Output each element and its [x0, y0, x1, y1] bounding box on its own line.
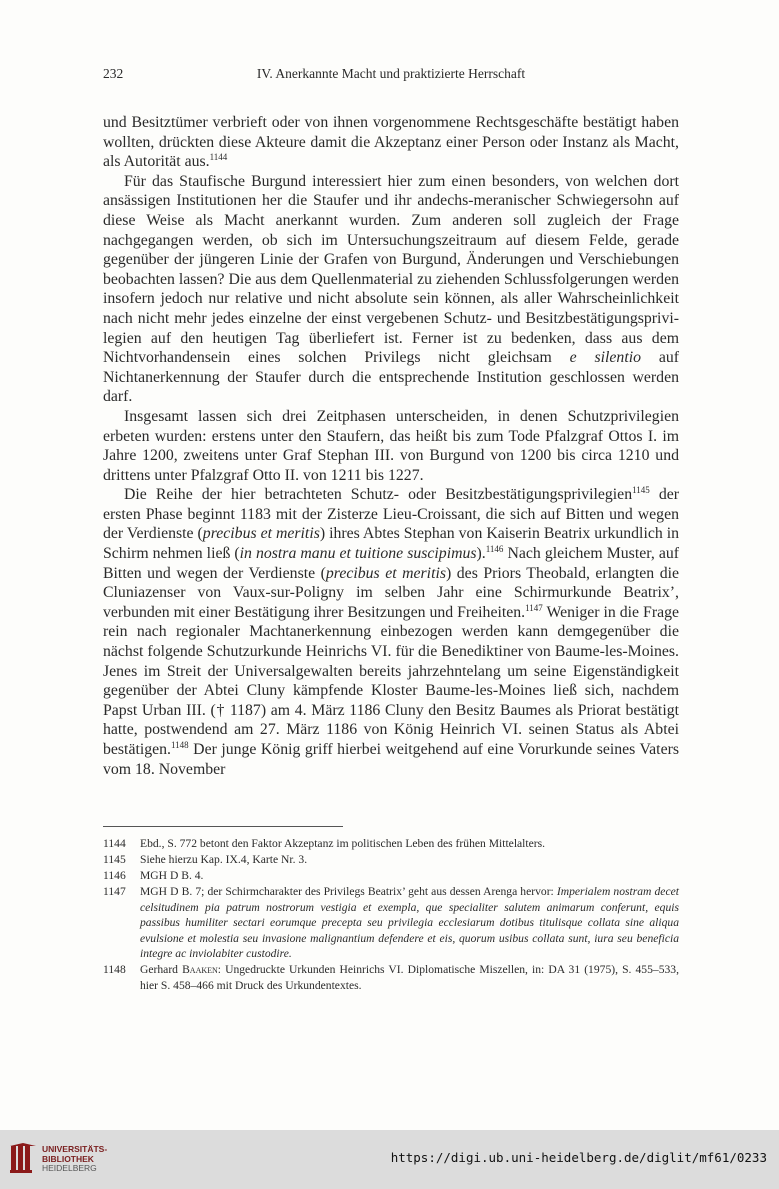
footnote-text: Ebd., S. 772 betont den Faktor Akzeptanz im politischen Leben des frühen Mittelalters.: [140, 837, 546, 850]
footnote-text: MGH D B. 7; der Schirmcharakter des Privilegs Beatrix’ geht aus dessen Arenga hervor: Imperialem nostram decet celsitudinem pia patrum nostrorum vestigia et exempla, que specialiter salutem animarum conferunt, equis passibus humiliter sectari eorumque precepta seu privilegia ecclesiarum dotibus titulisque collata sine aliqua evulsione et molestia seu invasione malignantium defendere et eis, quorum usibus collata sunt, iura seu beneficia integre ac inviolabiter custodire.: [140, 885, 679, 960]
author-name: Baaken: [182, 963, 218, 976]
footnote-ref[interactable]: 1145: [632, 485, 650, 496]
page-number: 232: [103, 66, 124, 81]
viewer-footer: [0, 1130, 779, 1189]
footnote-text: Gerhard Baaken: Ungedruckte Urkunden Heinrichs VI. Diplomatische Miszellen, in: DA 31 (1975), S. 455–533, hier S. 458–466 mit Druck des Urkundentextes.: [140, 963, 679, 992]
footnote-1146: [103, 868, 679, 884]
footnote-ref[interactable]: 1147: [525, 602, 543, 613]
footnote-ref[interactable]: 1148: [171, 740, 189, 750]
permalink-url[interactable]: https://digi.ub.uni-heidelberg.de/diglit/mf61/0233: [390, 1150, 767, 1165]
footnote-number: 1145: [103, 853, 126, 866]
footnote-number: 1144: [103, 837, 126, 850]
footnote-text: MGH D B. 4.: [140, 869, 204, 882]
footnote-divider: [103, 826, 343, 827]
paragraph-4: Die Reihe der hier betrachteten Schutz- oder Besitzbestätigungsprivilegien$^{1145}$ der ersten Phase beginnt 1183 mit der Zisterze Lieu-Croissant, die sich auf Bitten und wegen der Verdienste (precibus et meritis) ihres Abtes Stephan von Kaiserin Beatrix urkundlich in Schirm nehmen ließ (in nostra manu et tuitione suscipimus).$^{1146}$ Nach gleichem Muster, auf Bitten und wegen der Verdienste (precibus et meritis) des Priors Theobald, erlangten die Cluniazenser von Vaux-sur-Poligny im selben Jahr eine Schirmurkunde Beatrix’, verbunden mit einer Bestätigung ihrer Besitzungen und Freiheiten.$^{1147}$ Weniger in die Frage rein nach regionaler Machtanerkennung einbezogen werden kann demgegenüber die nächst folgende Schutzurkunde Heinrichs VI. für die Benediktiner von Baume-les-Moines. Jenes im Streit der Universalgewalten bereits jahrzehntelang um seine Eigenständigkeit gegenüber der Abtei Cluny kämpfende Kloster Baume-les-Moines ließ sich, nachdem Papst Urban III. († 1187) am 4. März 1186 Cluny den Besitz Baumes als Priorat bestätigt hatte, postwendend am 27. März 1186 von König Heinrich VI. seinen Status als Abtei bestätigen.$^{1148}$ Der junge König griff hierbei weitgehend auf eine Vorurkunde seines Vaters vom 18. November: [103, 485, 680, 778]
footnote-1145: [103, 852, 679, 868]
paragraph-2: Für das Staufische Burgund interessiert hier zum einen besonders, von welchen dort ansässigen Institutionen her die Staufer und ihr andechs-meranischer Schwiegersohn auf diese Weise als Macht anerkannt wurden. Zum anderen soll zugleich der Frage nachgegangen werden, ob sich im Untersuchungszeitraum auf diesem Felde, gerade gegenüber der jüngeren Linie der Grafen von Burgund, Änderungen und Verschiebungen beobachten lassen? Die aus dem Quellenmaterial zu ziehenden Schlussfolgerungen werden insofern jedoch nur relative und nicht absolute sein können, als aller Wahrscheinlichkeit nach nicht mehr jedes einzelne der einst vergebenen Schutz- und Besitzbestätigungsprivilegien auf den heutigen Tag überliefert ist. Ferner ist zu bedenken, dass aus dem Nichtvorhandensein eines solchen Privilegs nicht gleichsam e silentio auf Nichtanerkennung der Staufer durch die entsprechende Institution geschlossen werden darf.: [103, 172, 679, 406]
footnote-1148: [103, 962, 679, 993]
library-logo-icon[interactable]: [10, 1143, 36, 1173]
footnote-ref[interactable]: 1146: [485, 544, 504, 555]
footnote-text: Siehe hierzu Kap. IX.4, Karte Nr. 3.: [140, 853, 308, 866]
arenga-quote: Imperialem nostram decet celsitudinem pia patrum nostrorum vestigia et exempla, que specialiter salutem animarum conferunt, equis passibus humiliter sectari eorumque precepta seu privilegia ecclesiarum dotibus titulisque collata sine aliqua evulsione et molestia seu invasione malignantium defendere et eis, quorum usibus collata sunt, iura seu beneficia integre ac inviolabiter custodire.: [140, 885, 679, 960]
footnote-1147: [103, 884, 679, 962]
body-text: [103, 113, 679, 779]
footnote-1144: [103, 836, 679, 852]
footnote-number: 1147: [103, 885, 126, 898]
paragraph-3: Insgesamt lassen sich drei Zeitphasen unterscheiden, in denen Schutzprivilegien erbeten wurden: erstens unter den Staufern, das heißt bis zum Tode Pfalzgraf Ottos I. im Jahre 1200, zweitens unter Graf Stephan III. von Burgund von 1200 bis circa 1210 und drittens unter Pfalzgraf Otto II. von 1211 bis 1227.: [103, 407, 679, 484]
footnote-number: 1148: [103, 963, 126, 976]
footnote-number: 1146: [103, 869, 126, 882]
footnote-ref[interactable]: 1144: [209, 152, 228, 163]
library-name: UNIVERSITÄTS- BIBLIOTHEK HEIDELBERG: [42, 1144, 108, 1173]
page-header: [103, 66, 679, 86]
running-title: IV. Anerkannte Macht und praktizierte Herrschaft: [256, 66, 526, 81]
paragraph-1: und Besitztümer verbrieft oder von ihnen vorgenommene Rechtsgeschäfte bestätigt haben wollten, drückten diese Akteure damit die Akzeptanz einer Person oder Instanz als Macht, als Autorität aus.$^{1144}$: [103, 114, 679, 171]
footnotes: [103, 836, 679, 994]
